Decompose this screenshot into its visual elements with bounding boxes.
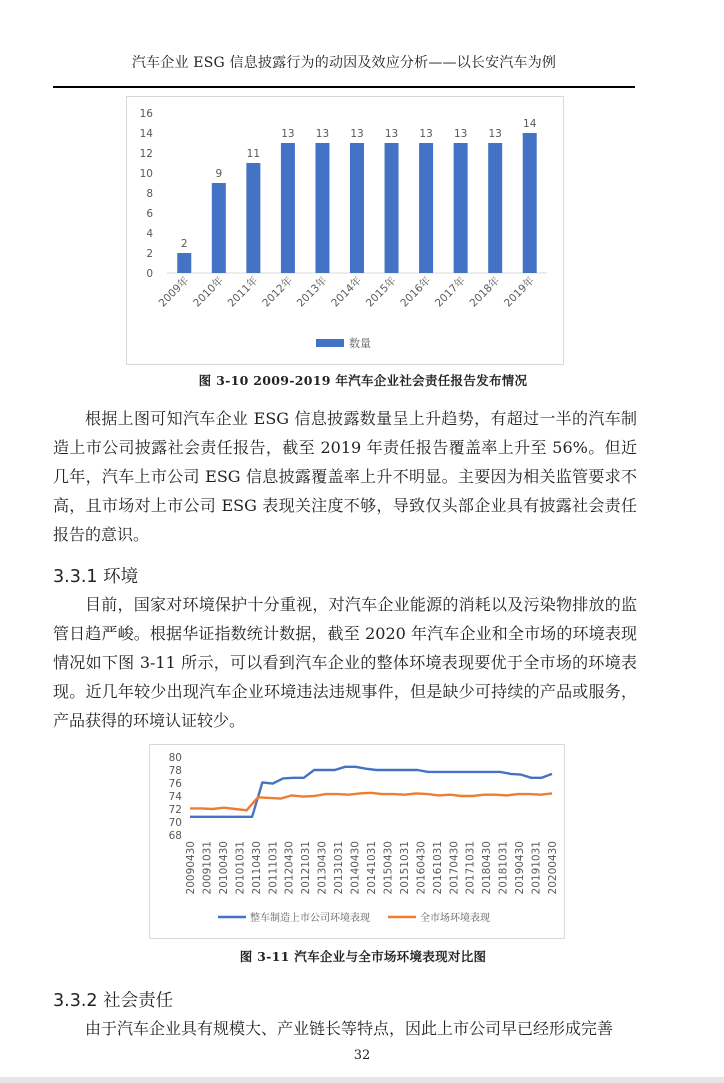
x-tick-label: 2015年 xyxy=(363,274,399,310)
y-tick-label: 16 xyxy=(139,108,153,120)
bar-data-label: 9 xyxy=(215,168,223,180)
x-tick-label: 20150430 xyxy=(382,841,395,895)
x-tick-label: 2017年 xyxy=(432,274,468,310)
y-tick-label: 8 xyxy=(146,188,153,200)
y-tick-label: 6 xyxy=(146,208,153,220)
y-tick-label: 2 xyxy=(146,248,153,260)
x-tick-label: 20171031 xyxy=(464,841,477,895)
x-tick-label: 2009年 xyxy=(156,274,192,310)
x-tick-label: 20190430 xyxy=(514,841,527,895)
bar xyxy=(488,143,502,273)
x-tick-label: 20181031 xyxy=(497,841,510,895)
bar-data-label: 13 xyxy=(315,128,330,140)
bar xyxy=(281,143,295,273)
bar xyxy=(523,133,537,273)
line-series-2 xyxy=(190,793,552,811)
bar xyxy=(212,183,226,273)
section-heading-3-3-1: 3.3.1 环境 xyxy=(53,567,139,587)
bar xyxy=(419,143,433,273)
line-chart-svg xyxy=(150,745,564,938)
y-tick-label: 80 xyxy=(168,752,182,764)
legend-label-1: 整车制造上市公司环境表现 xyxy=(250,913,370,924)
y-tick-label: 76 xyxy=(168,778,182,790)
y-tick-label: 0 xyxy=(146,268,153,280)
x-tick-label: 2018年 xyxy=(467,274,503,310)
figure-3-11-caption: 图 3-11 汽车企业与全市场环境表现对比图 xyxy=(239,949,487,964)
bar xyxy=(454,143,468,273)
x-tick-label: 20111031 xyxy=(267,841,280,895)
bar-data-label: 2 xyxy=(180,238,188,250)
x-tick-label: 2011年 xyxy=(225,274,261,310)
y-tick-label: 14 xyxy=(139,128,153,140)
figure-3-10-chart xyxy=(126,96,564,365)
figure-3-11-chart xyxy=(149,744,565,939)
bar xyxy=(350,143,364,273)
running-header: 汽车企业 ESG 信息披露行为的动因及效应分析——以长安汽车为例 xyxy=(131,55,557,71)
x-tick-label: 2016年 xyxy=(398,274,434,310)
y-tick-label: 10 xyxy=(139,168,153,180)
viewer-bottom-band xyxy=(0,1077,724,1083)
x-tick-label: 20131031 xyxy=(333,841,346,895)
body-paragraph-3: 由于汽车企业具有规模大、产业链长等特点，因此上市公司早已经形成完善 xyxy=(85,1019,614,1038)
header-rule xyxy=(53,86,635,88)
y-tick-label: 72 xyxy=(168,804,182,816)
body-paragraph-2: 目前，国家对环境保护十分重视，对汽车企业能源的消耗以及污染物排放的监管日趋严峻。根据华证指数统计数据，截至 2020 年汽车企业和全市场的环境表现情况如下图 3-11 所示，可以看到汽车企业的整体环境表现要优于全市场的环境表现。近几年较少出现汽车企业环境违法违规事件，但是缺少可持续的产品或服务，产品获得的环境认证较少。 xyxy=(53,595,637,730)
x-tick-label: 20120430 xyxy=(283,841,296,895)
x-tick-label: 20091031 xyxy=(201,841,214,895)
bar-data-label: 14 xyxy=(523,118,537,130)
x-tick-label: 2014年 xyxy=(329,274,365,310)
x-tick-label: 20100430 xyxy=(217,841,230,895)
bar xyxy=(246,163,260,273)
x-tick-label: 20090430 xyxy=(185,841,197,895)
x-tick-label: 2013年 xyxy=(294,274,330,310)
x-tick-label: 20141031 xyxy=(366,841,378,895)
x-tick-label: 20140430 xyxy=(349,841,362,895)
legend-label-2: 全市场环境表现 xyxy=(420,913,490,924)
x-tick-label: 20130430 xyxy=(316,841,329,895)
bar-data-label: 13 xyxy=(419,128,433,140)
y-tick-label: 70 xyxy=(168,817,182,829)
bar xyxy=(315,143,329,273)
bar xyxy=(385,143,399,273)
x-tick-label: 20101031 xyxy=(234,841,247,895)
y-tick-label: 12 xyxy=(139,148,153,160)
bar-data-label: 13 xyxy=(281,128,295,140)
x-tick-label: 2012年 xyxy=(260,274,296,310)
x-tick-label: 20151031 xyxy=(398,841,411,895)
section-heading-3-3-2: 3.3.2 社会责任 xyxy=(53,991,174,1011)
x-tick-label: 2010年 xyxy=(191,274,226,310)
x-tick-label: 20121031 xyxy=(300,841,313,895)
bar-chart-svg xyxy=(127,97,563,364)
x-tick-label: 20191031 xyxy=(530,841,543,895)
bar-data-label: 13 xyxy=(350,128,364,140)
x-tick-label: 20170430 xyxy=(448,841,461,895)
x-tick-label: 20180430 xyxy=(481,841,494,895)
x-tick-label: 20161031 xyxy=(431,841,444,895)
legend-swatch xyxy=(316,339,344,347)
legend-label: 数量 xyxy=(349,337,371,350)
y-tick-label: 4 xyxy=(146,228,153,240)
bar-data-label: 13 xyxy=(453,128,468,140)
x-tick-label: 20200430 xyxy=(547,841,559,895)
page-number: 32 xyxy=(353,1048,371,1063)
bar-data-label: 13 xyxy=(384,128,399,140)
bar-data-label: 13 xyxy=(488,128,502,140)
y-tick-label: 68 xyxy=(168,830,182,842)
y-tick-label: 74 xyxy=(168,791,182,803)
x-tick-label: 2019年 xyxy=(502,274,537,310)
bar xyxy=(177,253,191,273)
figure-3-10-caption: 图 3-10 2009-2019 年汽车企业社会责任报告发布情况 xyxy=(198,373,528,388)
y-tick-label: 78 xyxy=(168,765,182,777)
x-tick-label: 20110430 xyxy=(250,841,263,895)
x-tick-label: 20160430 xyxy=(415,841,428,895)
bar-data-label: 11 xyxy=(246,148,261,160)
body-paragraph-1: 根据上图可知汽车企业 ESG 信息披露数量呈上升趋势，有超过一半的汽车制造上市公司披露社会责任报告，截至 2019 年责任报告覆盖率上升至 56%。但近几年，汽车上市公司 ESG 信息披露覆盖率上升不明显。主要因为相关监管要求不高，且市场对上市公司 ESG 表现关注度不够，导致仅头部企业具有披露社会责任报告的意识。 xyxy=(53,409,637,544)
